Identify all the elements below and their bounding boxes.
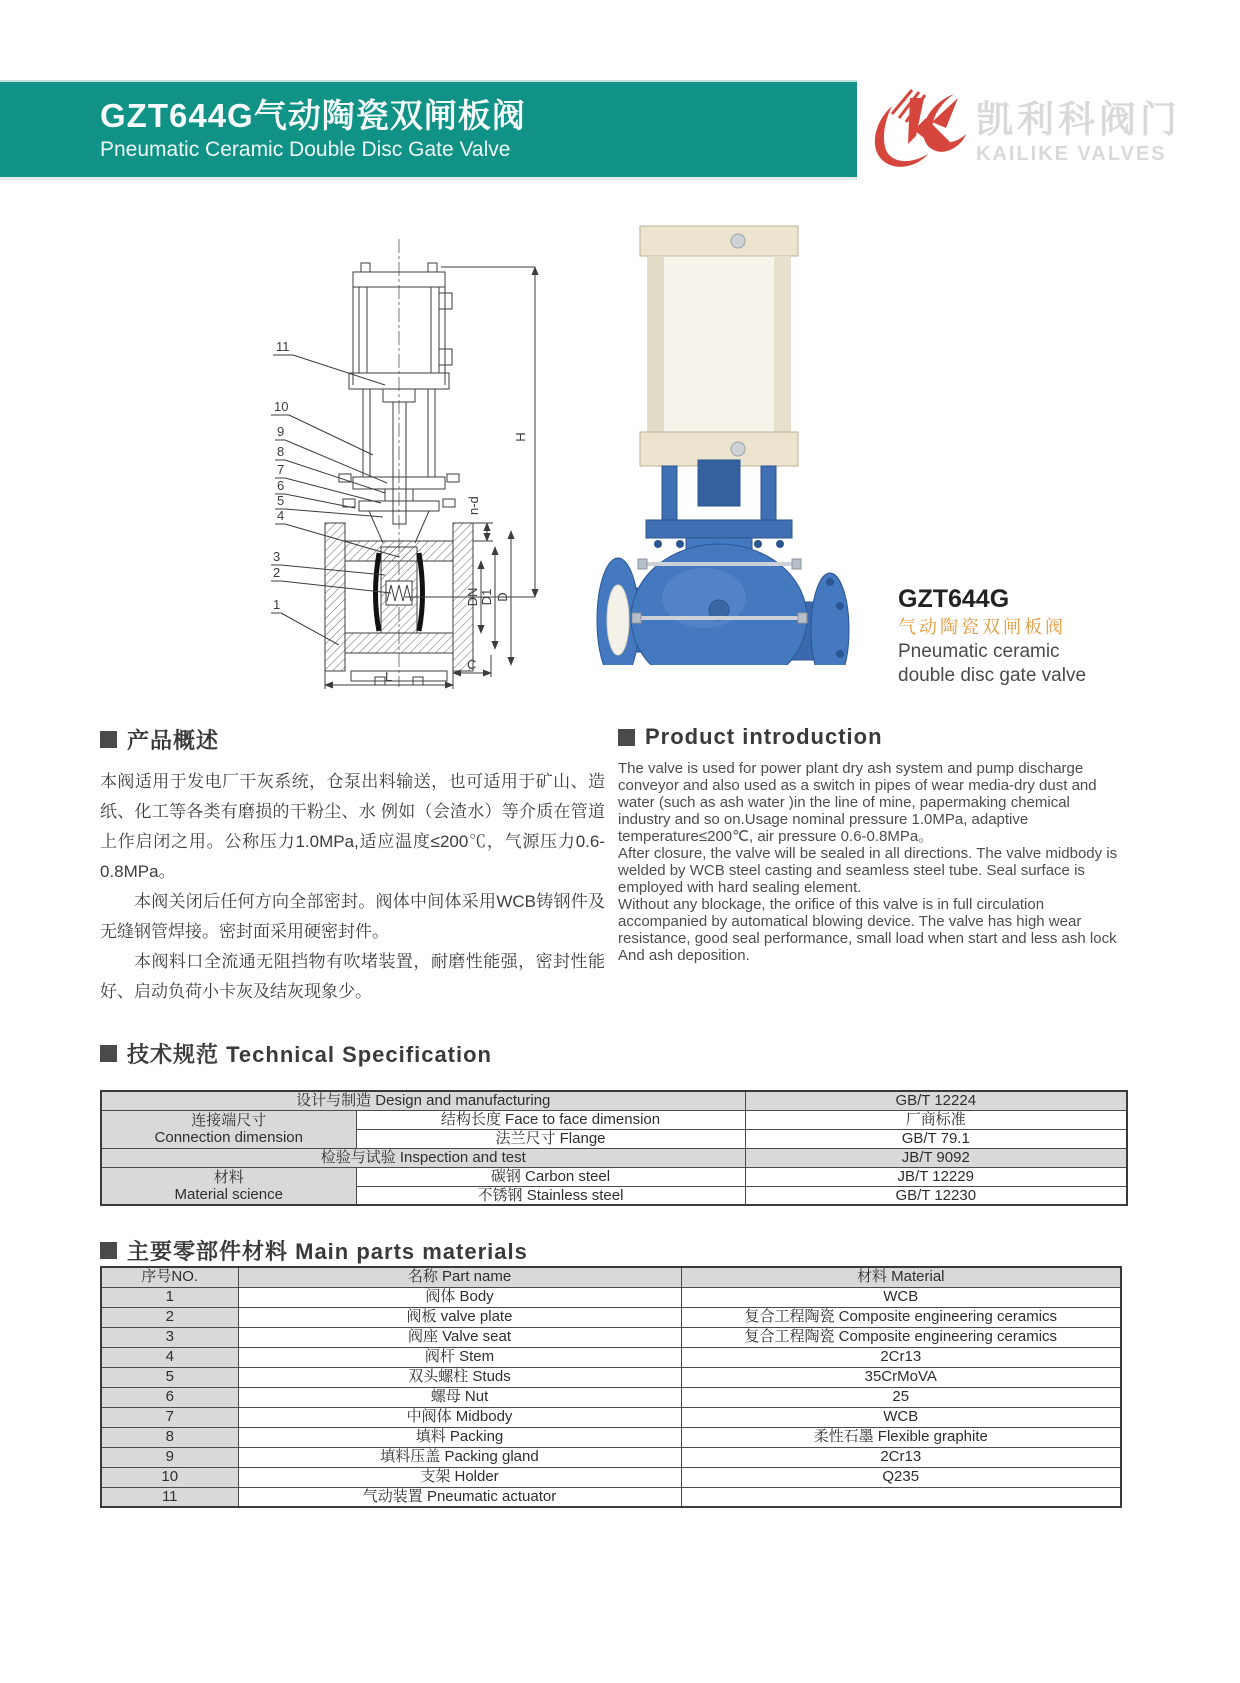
col-header-material: 材料 Material (681, 1267, 1121, 1287)
parts-table-body (101, 1287, 1121, 1507)
part-no-cell: 9 (101, 1447, 238, 1467)
part-label-1: 1 (273, 597, 281, 612)
part-no-cell: 11 (101, 1487, 238, 1507)
part-name-cell: 阀体 Body (238, 1287, 681, 1307)
brand-logo (862, 84, 1232, 180)
table-row (101, 1467, 1121, 1487)
part-material-cell: 复合工程陶瓷 Composite engineering ceramics (681, 1327, 1121, 1347)
dim-label-c: C (467, 657, 477, 672)
overview-paragraph: 本阀适用于发电厂干灰系统，仓泵出料输送，也可适用于矿山、造纸、化工等各类有磨损的干粉尘、水 例如（会渣水）等介质在管道上作启闭之用。公称压力1.0MPa,适应温度≤200℃，气源压力0.6-0.8MPa。 (100, 772, 605, 881)
introduction-paragraph: The valve is used for power plant dry ash system and pump discharge conveyor and also used as a switch in pipes of wear media-dry dust and water (such as ash water )in the line of mine, papermaking chemical industry and so on.Usage nominal pressure 1.0MPa, adaptive temperature≤200℃, air pressure 0.6-0.8MPa。 (618, 760, 1097, 845)
spec-carbon-steel-value: JB/T 12229 (745, 1167, 1127, 1186)
table-row (101, 1387, 1121, 1407)
overview-paragraph: 本阀料口全流通无阻挡物有吹堵装置，耐磨性能强，密封性能好、启动负荷小卡灰及结灰现象少。 (100, 952, 605, 1001)
caption-name-cn: 气动陶瓷双闸板阀 (898, 617, 1066, 637)
spec-material-group (101, 1167, 356, 1205)
introduction-section (618, 724, 1118, 964)
valve-technical-drawing (235, 225, 585, 695)
part-name-cell: 阀座 Valve seat (238, 1327, 681, 1347)
spec-inspection-label: 检验与试验 Inspection and test (101, 1148, 745, 1167)
part-label-5: 5 (277, 493, 285, 508)
table-row (101, 1487, 1121, 1507)
tech-spec-table (100, 1090, 1128, 1206)
header-banner (0, 80, 857, 180)
part-material-cell: 柔性石墨 Flexible graphite (681, 1427, 1121, 1447)
tech-spec-heading: 技术规范 Technical Specification (127, 1042, 492, 1067)
group-label-cn: 材料 (213, 1168, 244, 1186)
tech-spec-section-heading (100, 1038, 492, 1069)
introduction-paragraph: After closure, the valve will be sealed in all directions. The valve midbody is welded by WCB steel casting and seamless steel tube. Seal surface is employed with hard sealing element. (618, 845, 1118, 896)
part-label-6: 6 (277, 478, 285, 493)
part-no-cell: 4 (101, 1347, 238, 1367)
section-bullet-icon (618, 729, 635, 746)
part-label-2: 2 (273, 565, 281, 580)
spec-face-to-face-value: 厂商标准 (745, 1110, 1127, 1129)
part-material-cell: 2Cr13 (681, 1347, 1121, 1367)
part-material-cell: Q235 (681, 1467, 1121, 1487)
photo-caption (898, 584, 1113, 688)
spec-design-value: GB/T 12224 (745, 1091, 1127, 1110)
page-subtitle: Pneumatic Ceramic Double Disc Gate Valve (100, 137, 511, 161)
part-label-4: 4 (277, 508, 285, 523)
spec-carbon-steel-label: 碳钢 Carbon steel (356, 1167, 745, 1186)
table-row (101, 1287, 1121, 1307)
part-no-cell: 8 (101, 1427, 238, 1447)
part-label-8: 8 (277, 444, 285, 459)
dim-label-d1: D1 (479, 588, 494, 606)
part-label-3: 3 (273, 549, 281, 564)
group-label-en: Material science (174, 1185, 283, 1203)
part-name-cell: 填料 Packing (238, 1427, 681, 1447)
spec-face-to-face-label: 结构长度 Face to face dimension (356, 1110, 745, 1129)
overview-paragraph: 本阀关闭后任何方向全部密封。阀体中间体采用WCB铸钢件及无缝钢管焊接。密封面采用硬密封件。 (100, 892, 605, 941)
col-header-no: 序号NO. (101, 1267, 238, 1287)
part-no-cell: 7 (101, 1407, 238, 1427)
part-label-11: 11 (276, 339, 290, 354)
overview-heading: 产品概述 (127, 728, 220, 753)
overview-section (100, 724, 605, 1007)
page-title: GZT644G气动陶瓷双闸板阀 (100, 96, 526, 134)
group-label-cn: 连接端尺寸 (191, 1112, 267, 1129)
part-name-cell: 双头螺柱 Studs (238, 1367, 681, 1387)
introduction-paragraph: Without any blockage, the orifice of this valve is in full circulation accompanied by automatical blowing device. The valve has high wear resistance, good seal performance, small load when start and less ash lock And ash deposition. (618, 896, 1117, 964)
table-row (101, 1407, 1121, 1427)
part-material-cell: WCB (681, 1407, 1121, 1427)
spec-stainless-steel-label: 不锈钢 Stainless steel (356, 1186, 745, 1205)
table-header-row (101, 1267, 1121, 1287)
spec-flange-label: 法兰尺寸 Flange (356, 1129, 745, 1148)
part-label-7: 7 (277, 462, 285, 477)
part-material-cell: WCB (681, 1287, 1121, 1307)
part-name-cell: 支架 Holder (238, 1467, 681, 1487)
table-row (101, 1110, 1127, 1129)
spec-connection-group (101, 1110, 356, 1148)
dim-label-l: L (385, 669, 393, 684)
col-header-part-name: 名称 Part name (238, 1267, 681, 1287)
table-row (101, 1367, 1121, 1387)
part-name-cell: 阀杆 Stem (238, 1347, 681, 1367)
brand-logo-icon (862, 84, 970, 180)
part-material-cell (681, 1487, 1121, 1507)
table-row (101, 1167, 1127, 1186)
part-name-cell: 中阀体 Midbody (238, 1407, 681, 1427)
part-name-cell: 阀板 valve plate (238, 1307, 681, 1327)
part-label-10: 10 (274, 399, 289, 414)
introduction-heading: Product introduction (645, 724, 883, 749)
part-no-cell: 6 (101, 1387, 238, 1407)
table-row (101, 1307, 1121, 1327)
part-material-cell: 复合工程陶瓷 Composite engineering ceramics (681, 1307, 1121, 1327)
product-photo (588, 220, 908, 665)
brand-name-en: KAILIKE VALVES (976, 143, 1167, 165)
parts-table (100, 1266, 1122, 1508)
section-bullet-icon (100, 1242, 117, 1259)
section-bullet-icon (100, 1045, 117, 1062)
spec-inspection-value: JB/T 9092 (745, 1148, 1127, 1167)
spec-stainless-steel-value: GB/T 12230 (745, 1186, 1127, 1205)
model-code: GZT644G (898, 585, 1010, 613)
caption-name-en: Pneumatic ceramic double disc gate valve (898, 641, 1087, 686)
group-label-en: Connection dimension (154, 1129, 303, 1146)
dim-label-nd: n-d (466, 496, 481, 515)
dim-label-dn: DN (465, 587, 480, 607)
part-material-cell: 35CrMoVA (681, 1367, 1121, 1387)
table-row (101, 1148, 1127, 1167)
spec-flange-value: GB/T 79.1 (745, 1129, 1127, 1148)
table-row (101, 1327, 1121, 1347)
part-no-cell: 2 (101, 1307, 238, 1327)
brand-name-cn: 凯利科阀门 (976, 99, 1181, 140)
parts-heading: 主要零部件材料 Main parts materials (127, 1239, 528, 1264)
table-row (101, 1447, 1121, 1467)
part-name-cell: 填料压盖 Packing gland (238, 1447, 681, 1467)
part-no-cell: 5 (101, 1367, 238, 1387)
dim-label-d: D (495, 592, 510, 602)
part-no-cell: 1 (101, 1287, 238, 1307)
table-row (101, 1427, 1121, 1447)
part-name-cell: 螺母 Nut (238, 1387, 681, 1407)
parts-section-heading (100, 1235, 528, 1266)
part-material-cell: 2Cr13 (681, 1447, 1121, 1467)
table-row (101, 1347, 1121, 1367)
dim-label-h: H (513, 432, 528, 442)
part-label-9: 9 (277, 424, 285, 439)
spec-design-label: 设计与制造 Design and manufacturing (101, 1091, 745, 1110)
part-no-cell: 3 (101, 1327, 238, 1347)
table-row (101, 1091, 1127, 1110)
section-bullet-icon (100, 731, 117, 748)
part-name-cell: 气动装置 Pneumatic actuator (238, 1487, 681, 1507)
part-material-cell: 25 (681, 1387, 1121, 1407)
part-no-cell: 10 (101, 1467, 238, 1487)
